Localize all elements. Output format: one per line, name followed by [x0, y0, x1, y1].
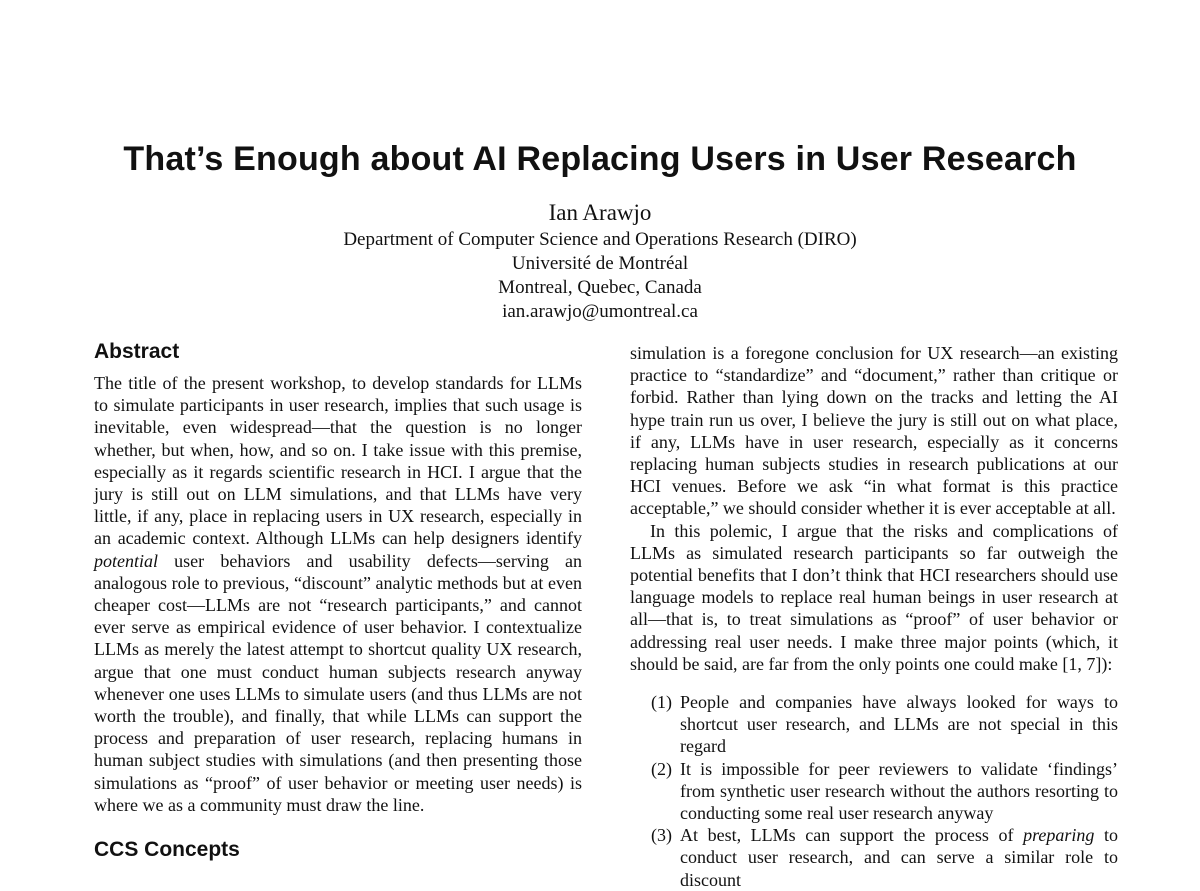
list-item-number: (2) [651, 758, 672, 779]
list-item [630, 824, 1118, 891]
author-location: Montreal, Quebec, Canada [498, 277, 702, 298]
author-block [0, 198, 1200, 324]
author-email: ian.arawjo@umontreal.ca [502, 301, 698, 322]
list-item [630, 691, 1118, 758]
author-department: Department of Computer Science and Operations Research (DIRO) [343, 229, 857, 250]
paper-title: That’s Enough about AI Replacing Users in User Research [123, 140, 1077, 178]
list-item-text: People and companies have always looked for ways to shortcut user research, and LLMs are not special in this regard [680, 692, 1118, 757]
left-column [94, 338, 582, 870]
list-item-text-end: to conduct user research, and can serve a similar role to discount [680, 825, 1118, 890]
list-item-text: It is impossible for peer reviewers to validate ‘findings’ from synthetic user research without the authors resorting to conducting some real user research anyway [680, 758, 1118, 824]
major-points-list [630, 691, 1118, 891]
polemic-paragraph: In this polemic, I argue that the risks and complications of LLMs as simulated research participants so far outweigh the potential benefits that I don’t think that HCI researchers should use language models to replace real human beings in user research at all—that is, to treat simulations as “proof” of user behavior or addressing real user needs. I make three major points (which, it should be said, are far from the only points one could make [1, 7]): [630, 520, 1118, 674]
abstract-text-end: user behaviors and usability defects—serving an analogous role to previous, “discount” analytic methods but at even cheaper cost—LLMs are not “research participants,” and cannot ever serve as empirical evidence of user behavior. I contextualize LLMs as merely the latest attempt to shortcut quality UX research, argue that one must conduct human subjects research anyway whenever one uses LLMs to simulate users (and thus LLMs are not worth the trouble), and finally, that while LLMs can support the process and preparation of user research, replacing humans in human subject studies with simulations (and then presenting those simulations as “proof” of user behavior or meeting user needs) is where we as a community must draw the line. [94, 550, 582, 815]
ccs-concepts-heading: CCS Concepts [94, 838, 240, 862]
right-column [630, 342, 1118, 891]
author-university: Université de Montréal [511, 253, 689, 274]
list-item-emphasis: preparing [1023, 825, 1095, 846]
list-item-number: (1) [651, 692, 672, 713]
list-item-text: At best, LLMs can support the process of [680, 825, 1024, 846]
abstract-paragraph [94, 372, 582, 816]
abstract-heading: Abstract [94, 340, 180, 363]
abstract-emphasis: potential [94, 550, 158, 571]
intro-paragraph-continued: simulation is a foregone conclusion for UX research—an existing practice to “standardize” and “document,” rather than critique or forbid. Rather than lying down on the tracks and letting the AI hype train run us over, I believe the jury is still out on what place, if any, LLMs have in user research, especially as it concerns replacing human subjects studies in research publications at our HCI venues. Before we ask “in what format is this practice acceptable,” we should consider whether it is ever acceptable at all. [630, 343, 1118, 519]
author-name: Ian Arawjo [548, 200, 652, 225]
list-item [630, 758, 1118, 825]
abstract-text-start: The title of the present workshop, to develop standards for LLMs to simulate participants in user research, implies that such usage is inevitable, even widespread—that the question is no longer whether, but when, how, and so on. I take issue with this premise, especially as it regards scientific research in HCI. I argue that the jury is still out on LLM simulations, and that LLMs have very little, if any, place in replacing users in UX research, especially in an academic context. Although LLMs can help designers identify [94, 373, 582, 549]
list-item-number: (3) [651, 825, 672, 846]
